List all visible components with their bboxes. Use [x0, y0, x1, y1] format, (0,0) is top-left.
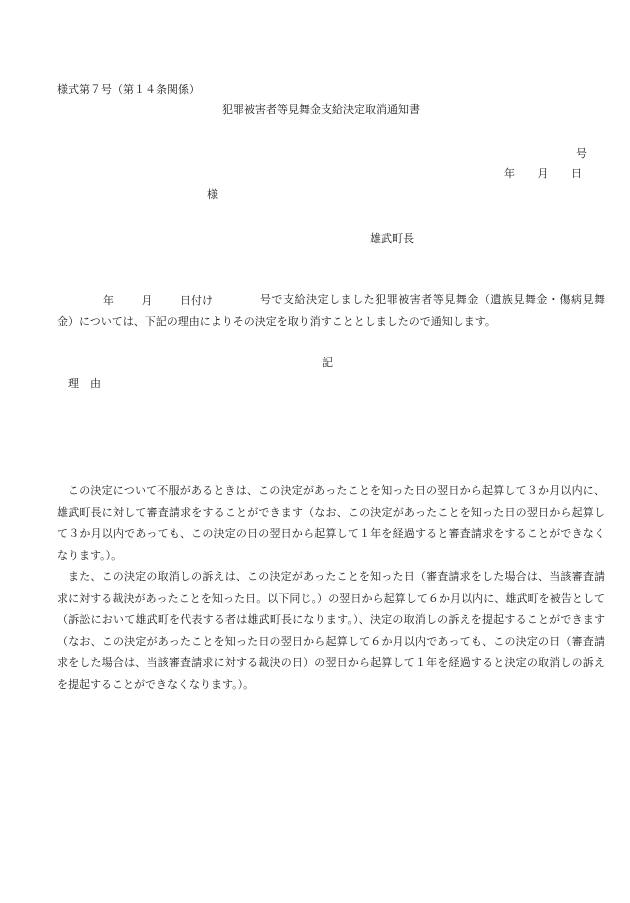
issue-date-day: 日 — [571, 167, 582, 180]
ki-heading: 記 — [322, 356, 333, 369]
body-date-month: 月 — [141, 294, 153, 307]
reason-label: 理 由 — [68, 377, 101, 390]
body-date-year: 年 — [103, 294, 114, 307]
issuer-name: 雄武町長 — [370, 232, 414, 245]
notice-paragraph-2: また、この決定の取消しの訴えは、この決定があったことを知った日（審査請求をした場合は、当該審査請求に対する裁決があったことを知った日。以下同じ。）の翌日から起算して６か月以内に、雄武町を被告として（訴訟において雄武町を代表する者は雄武町長になります。）、決定の取消しの訴えを提起することができます（なお、この決定があったことを知った日の翌日から起算して６か月以内であっても、この決定の日（審査請求をした場合は、当該審査請求に対する裁決の日）の翌日から起算して１年を経過すると決定の取消しの訴えを提起することができなくなります。）。 — [57, 570, 605, 691]
form-label: 様式第７号（第１４条関係） — [57, 83, 200, 96]
body-text: 号で支給決定しました犯罪被害者等見舞金（遺族見舞金・傷病見舞金）については、下記の理由によりその決定を取り消すこととしましたので通知します。 — [57, 293, 605, 328]
issue-date — [504, 168, 582, 179]
document-number-label: 号 — [576, 147, 587, 160]
body-date-day: 日付け — [180, 294, 213, 307]
issue-date-year: 年 — [504, 167, 515, 180]
recipient-suffix: 様 — [207, 188, 218, 201]
issue-date-month: 月 — [537, 167, 549, 180]
notice-paragraph-1: この決定について不服があるときは、この決定があったことを知った日の翌日から起算して３か月以内に、雄武町長に対して審査請求をすることができます（なお、この決定があったことを知った日の翌日から起算して３か月以内であっても、この決定の日の翌日から起算して１年を経過すると審査請求をすることができなくなります。）。 — [57, 484, 605, 562]
document-title: 犯罪被害者等見舞金支給決定取消通知書 — [222, 103, 420, 116]
body-paragraph — [57, 289, 605, 332]
